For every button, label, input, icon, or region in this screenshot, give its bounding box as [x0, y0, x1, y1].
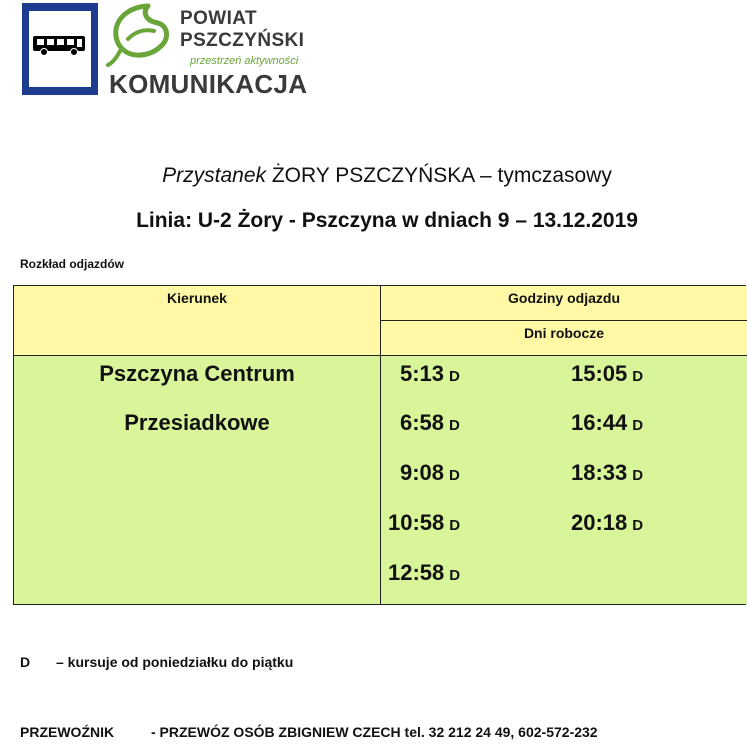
- line-title: Linia: U-2 Żory - Pszczyna w dniach 9 – 13.12.2019: [136, 209, 638, 232]
- logo-line1: POWIAT: [180, 8, 257, 29]
- timetable: [13, 285, 746, 605]
- logo-tagline: przestrzeń aktywności: [190, 55, 299, 67]
- direction-line1: Pszczyna Centrum: [99, 361, 295, 386]
- stop-prefix: Przystanek: [162, 164, 267, 187]
- logo-line2: PSZCZYŃSKI: [180, 30, 305, 51]
- departure-time: 15:05 D: [571, 361, 644, 386]
- departure-time: 6:58 D: [400, 410, 460, 435]
- header-departures: Godziny odjazdu: [508, 290, 620, 306]
- departure-time: 18:33 D: [571, 460, 644, 485]
- header-days: Dni robocze: [523, 325, 605, 341]
- header: [0, 0, 747, 110]
- header-direction: Kierunek: [167, 290, 227, 306]
- carrier-label: PRZEWOŹNIK: [20, 724, 115, 740]
- legend-text: – kursuje od poniedziałku do piątku: [56, 654, 294, 670]
- times-cell: [381, 356, 747, 604]
- departure-time: 16:44 D: [571, 410, 644, 435]
- header-direction-cell: [14, 286, 381, 356]
- schedule-label: Rozkład odjazdów: [20, 257, 125, 271]
- direction-cell: [14, 356, 381, 604]
- logo-department: KOMUNIKACJA: [109, 69, 308, 99]
- header-departures-cell: [381, 286, 747, 321]
- departure-time: 5:13 D: [400, 361, 460, 386]
- header-days-cell: [381, 321, 747, 356]
- stop-title: [0, 164, 747, 188]
- carrier-info: [20, 724, 598, 740]
- departure-time: 12:58 D: [388, 560, 461, 585]
- carrier-text: - PRZEWÓZ OSÓB ZBIGNIEW CZECH tel. 32 212 24 49, 602-572-232: [151, 724, 598, 740]
- legend-symbol: D: [20, 654, 31, 670]
- powiat-leaf-logo-icon: [106, 3, 174, 69]
- stop-name: ŻORY PSZCZYŃSKA – tymczasowy: [271, 164, 612, 187]
- direction-line2: Przesiadkowe: [124, 410, 270, 435]
- departure-time: 20:18 D: [571, 510, 644, 535]
- legend: [20, 654, 293, 670]
- bus-stop-sign-icon: [22, 3, 98, 95]
- departure-time: 9:08 D: [400, 460, 460, 485]
- logo-name: [180, 8, 304, 52]
- departure-time: 10:58 D: [388, 510, 461, 535]
